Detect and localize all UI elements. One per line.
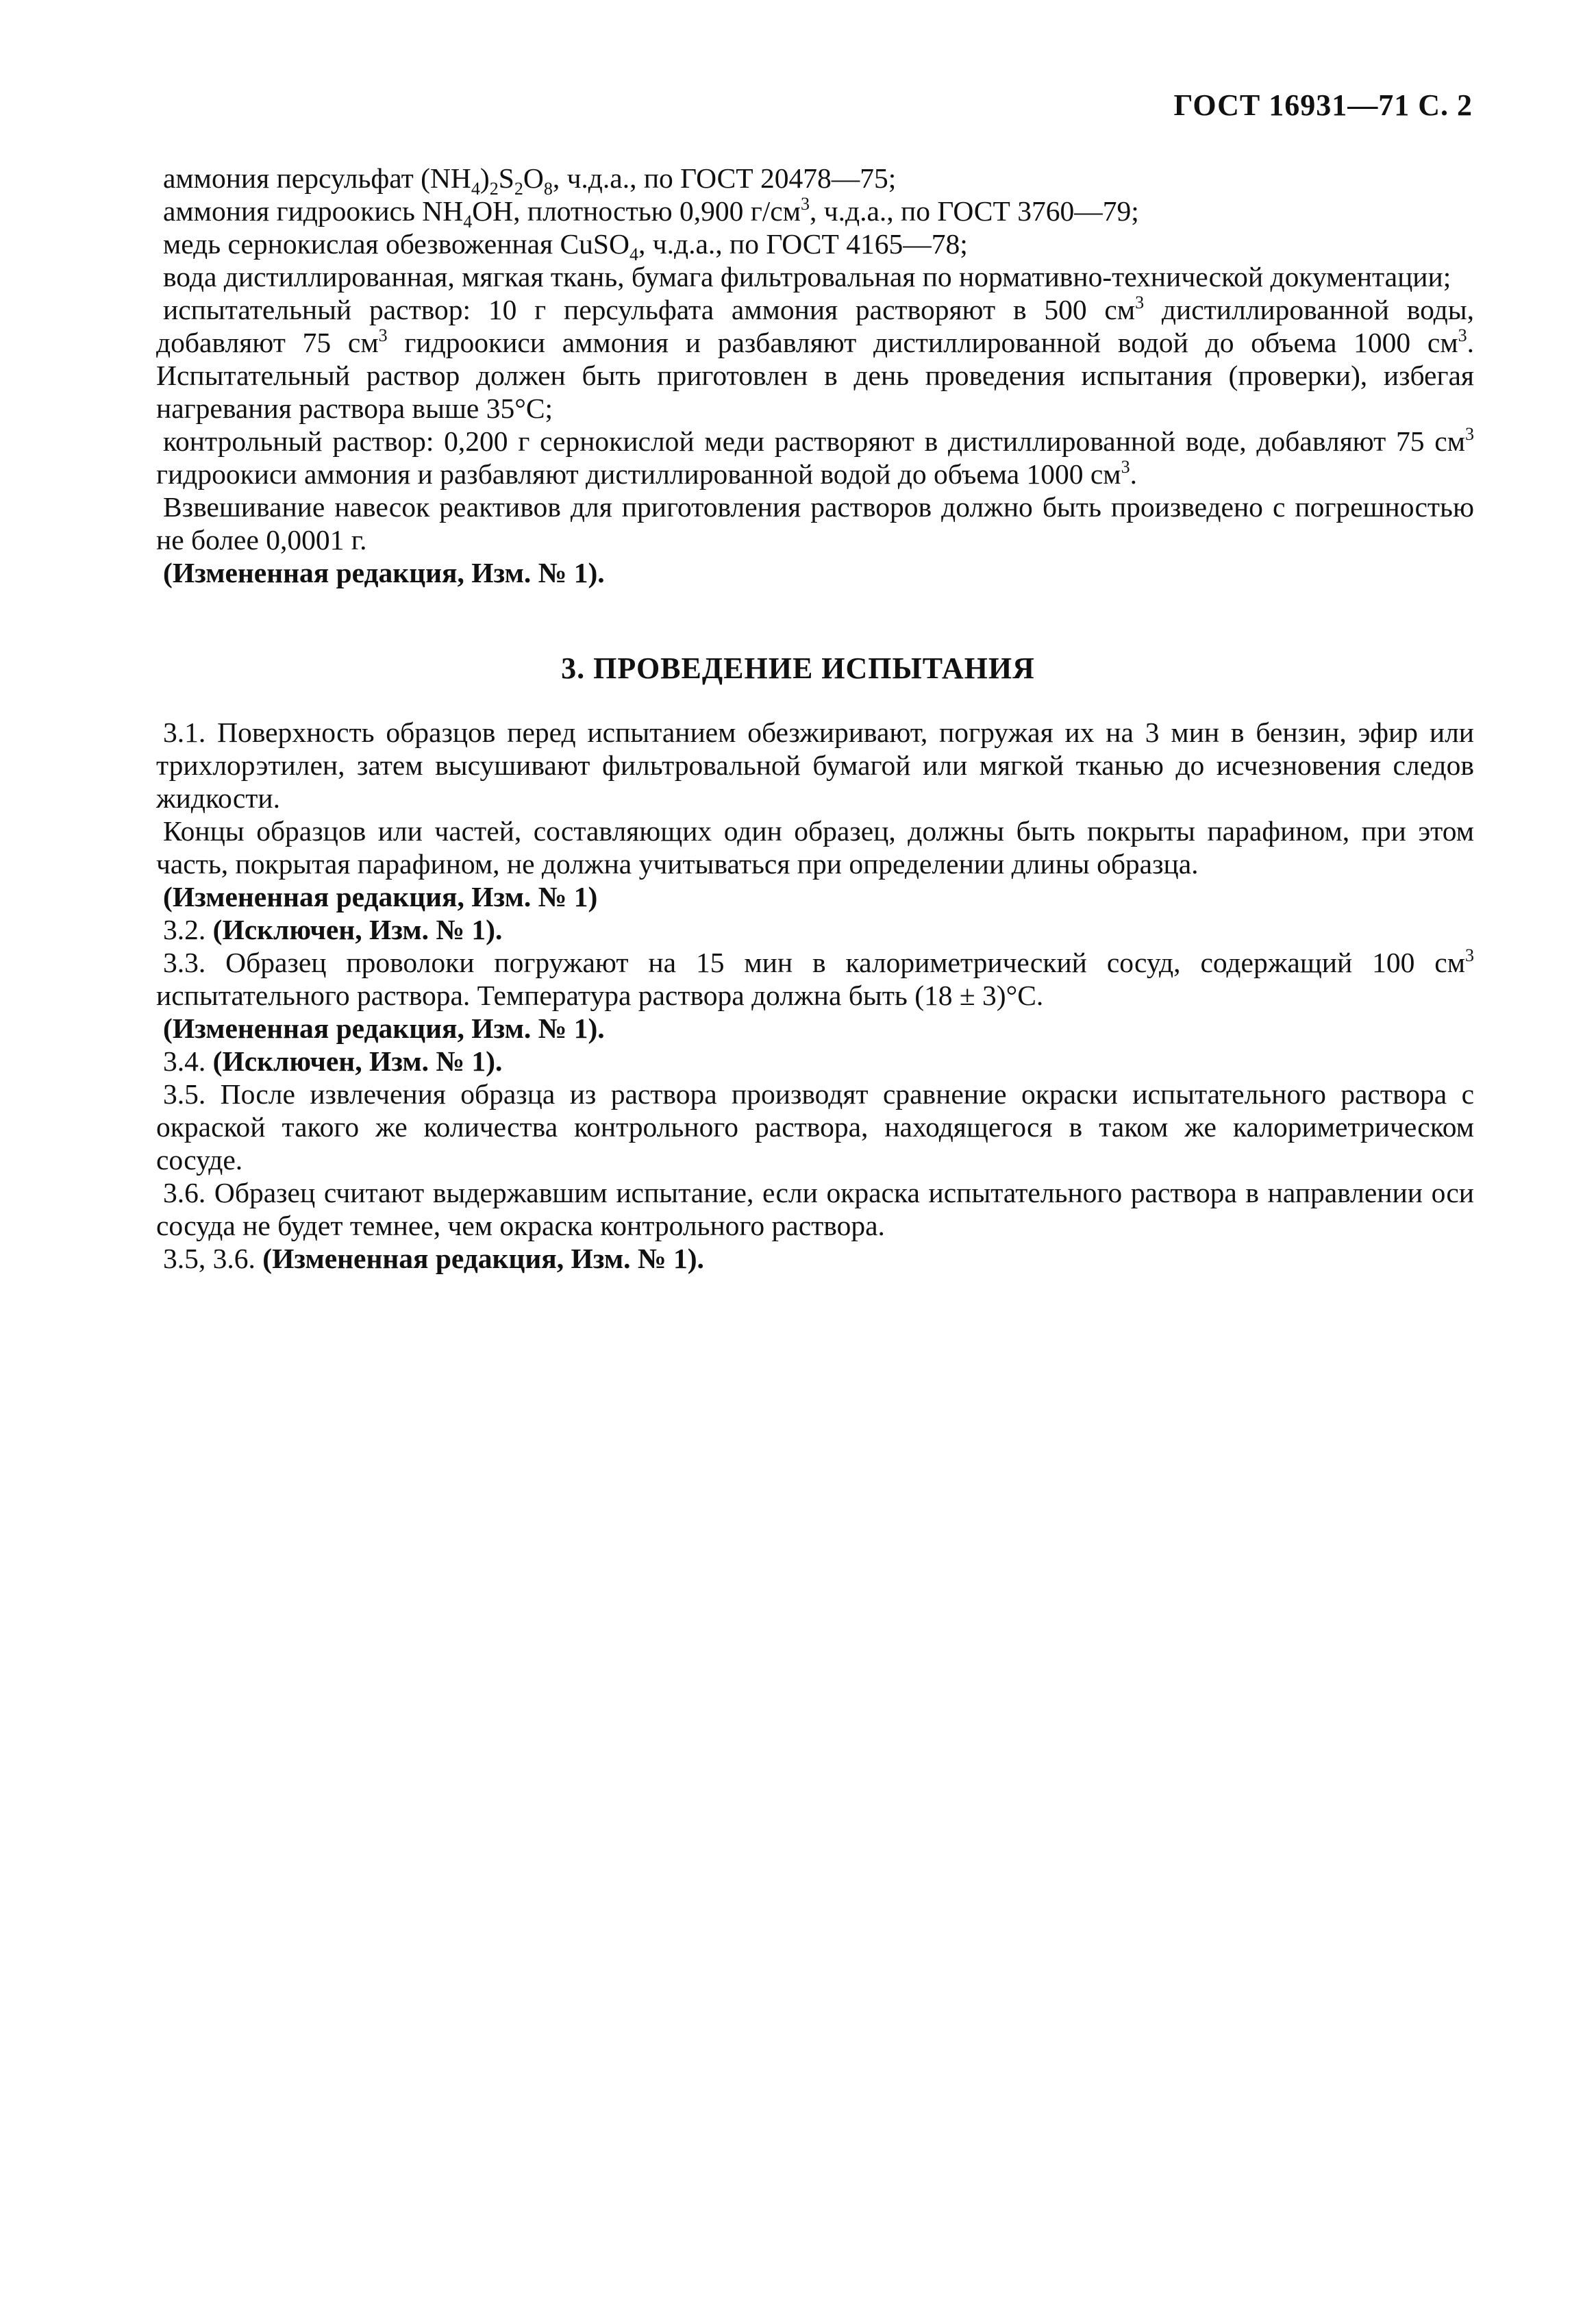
reagent-ammonium-persulfate: аммония персульфат $(NH_4)_2S_2O_8$, ч.д.а., по ГОСТ 20478—75; — [163, 162, 897, 199]
page-header: ГОСТ 16931—71 С. 2 — [1173, 88, 1473, 122]
test-solution-paragraph: испытательный раствор: 10 г персульфата аммония растворяют в 500 $см^3$ дистиллированной воды, добавляют 75 $см^3$ гидроокиси аммония и разбавляют дистиллированной водой до объема 1000 $см^3$. Испытательный раствор должен быть приготовлен в день проведения испытания (проверки), избегая нагревания раствора выше 35°C; — [156, 293, 1475, 424]
amendment-note: (Измененная редакция, Изм. № 1). — [163, 557, 605, 588]
clause-3-3: 3.3. Образец проволоки погружают на 15 мин в калориметрический сосуд, содержащий 100 $см^3$ испытательного раствора. Температура раствора должна быть (18 ± 3)°C. — [156, 945, 1474, 1011]
reagents-list — [156, 162, 1474, 589]
reagent-copper-sulfate: медь сернокислая обезвоженная CuSO$_4$, ч.д.а., по ГОСТ 4165—78; — [163, 228, 968, 264]
clause-3-5: 3.5. После извлечения образца из раствора производят сравнение окраски испытательного раствора с окраской такого же количества контрольного раствора, находящегося в таком же калориметрическом сосуде. — [156, 1078, 1474, 1176]
section-title: 3. ПРОВЕДЕНИЕ ИСПЫТАНИЯ — [561, 651, 1035, 685]
amendment-note: (Измененная редакция, Изм. № 1) — [163, 881, 598, 912]
clause-3-2: 3.2. (Исключен, Изм. № 1). — [163, 914, 503, 945]
reagent-ammonium-hydroxide: аммония гидроокись $NH_4OH$, плотностью 0,900 $г/см^3$, ч.д.а., по ГОСТ 3760—79; — [163, 194, 1139, 232]
reagent-water-fabric-paper: вода дистиллированная, мягкая ткань, бумага фильтровальная по нормативно-технической документации; — [163, 261, 1451, 293]
clause-3-5-3-6-amendment: 3.5, 3.6. (Измененная редакция, Изм. № 1). — [163, 1243, 704, 1274]
weighing-paragraph: Взвешивание навесок реактивов для приготовления растворов должно быть произведено с погрешностью не более 0,0001 г. — [156, 491, 1474, 556]
clause-3-1-continued: Концы образцов или частей, составляющих один образец, должны быть покрыты парафином, при этом часть, покрытая парафином, не должна учитываться при определении длины образца. — [156, 815, 1474, 880]
amendment-note: (Измененная редакция, Изм. № 1). — [163, 1013, 605, 1044]
clause-3-4: 3.4. (Исключен, Изм. № 1). — [163, 1045, 503, 1077]
clause-3-1: 3.1. Поверхность образцов перед испытанием обезжиривают, погружая их на 3 мин в бензин, эфир или трихлорэтилен, затем высушивают фильтровальной бумагой или мягкой тканью до исчезновения следов жидкости. — [156, 717, 1474, 814]
control-solution-paragraph: контрольный раствор: 0,200 г сернокислой меди растворяют в дистиллированной воде, добавляют 75 $см^3$ гидроокиси аммония и разбавляют дистиллированной водой до объема 1000 $см^3$. — [156, 424, 1474, 490]
clause-3-6: 3.6. Образец считают выдержавшим испытание, если окраска испытательного раствора в направлении оси сосуда не будет темнее, чем окраска контрольного раствора. — [156, 1177, 1474, 1241]
section-3-body — [156, 716, 1474, 1275]
